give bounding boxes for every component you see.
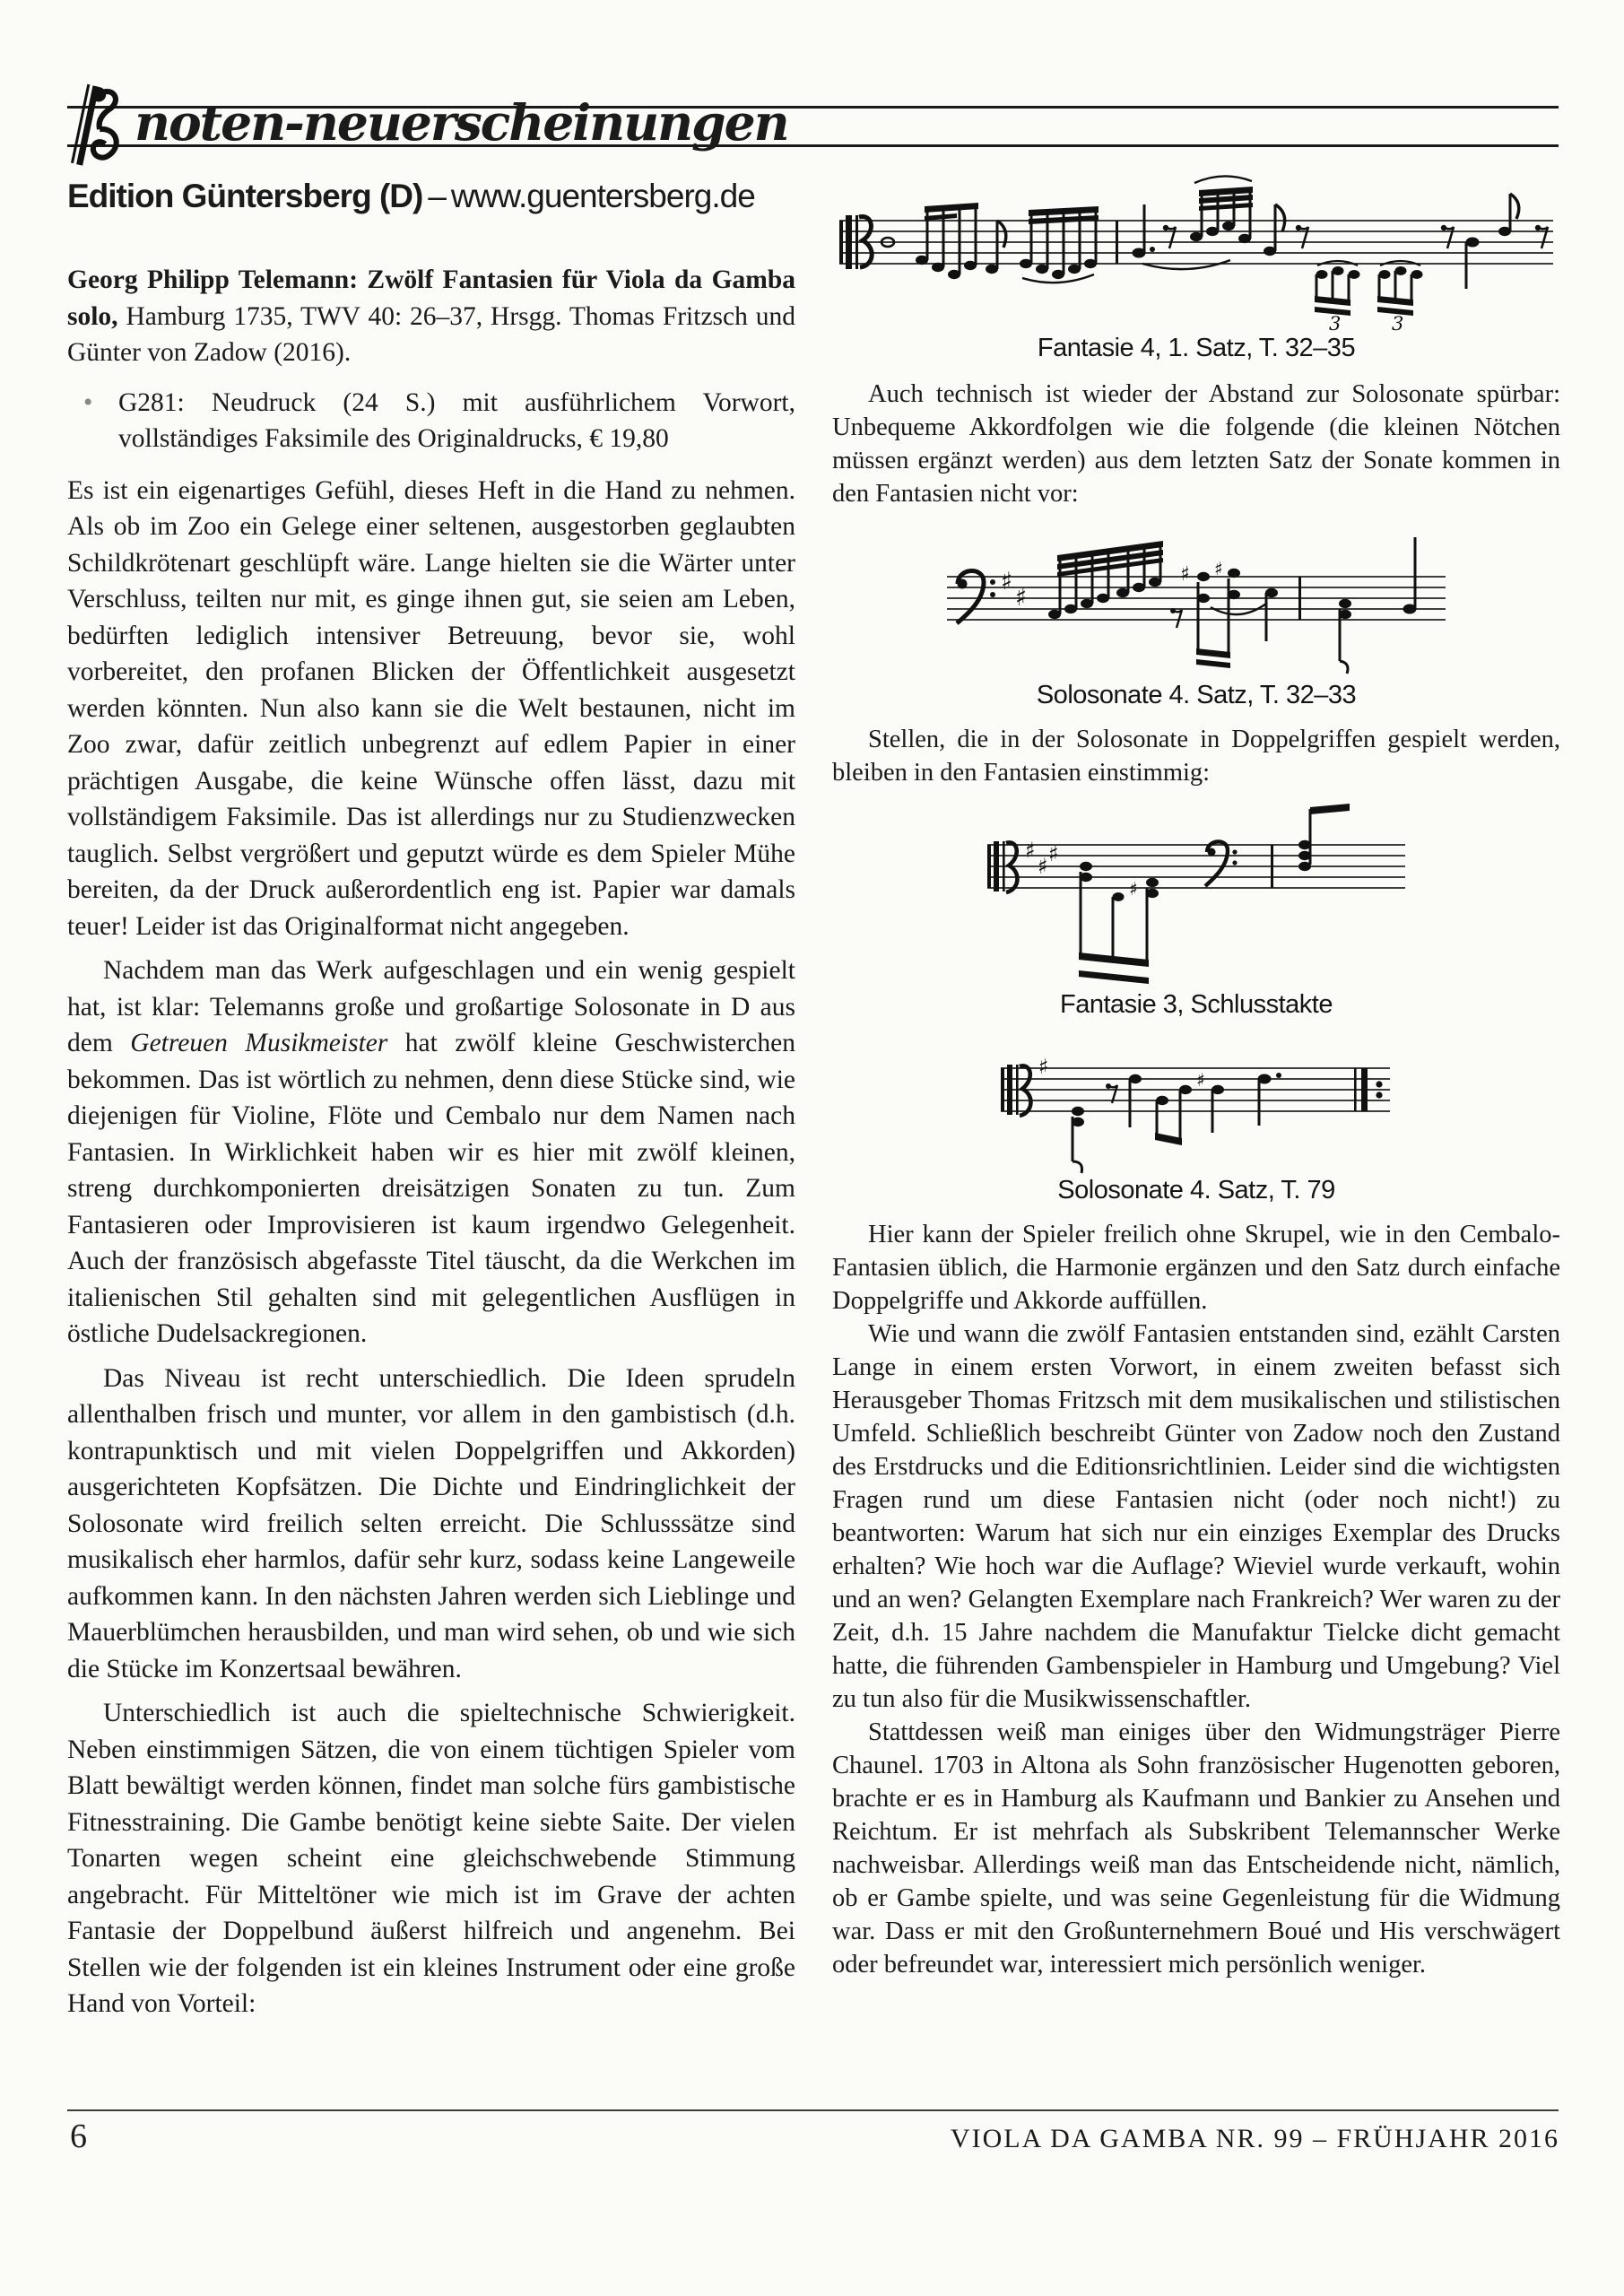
music-example-fantasie4-image <box>838 169 1555 332</box>
low-chord-flagged <box>1072 1107 1084 1173</box>
edition-note: G281: Neudruck (24 S.) mit ausführlichem Vorwort, vollständiges Faksimile des Originaldrucks, € 19,80 <box>118 387 795 453</box>
edition-bullet-item <box>67 385 795 457</box>
paragraph-left-3: Das Niveau ist recht unterschiedlich. Die Ideen sprudeln allenthalben frisch und munter, vor allem in den gambistisch (d.h. kontrapunktisch und mit vielen Doppelgriffen und Akkorden) ausgerichteten Kopfsätzen. Die Dichte und Eindringlichkeit der Solosonate wird freilich selten erreicht. Die Schlusssätze sind musikalisch eher harmlos, dafür sehr kurz, sodass keine Langeweile aufkommen kann. In den nächsten Jahren werden sich Lieblinge und Mauerblümchen herausbilden, und man wird sehen, ob und wie sich die Stücke im Konzertsaal bewähren. <box>67 1363 795 1683</box>
tie <box>1142 260 1230 269</box>
music-example-solosonate-79-image <box>999 1031 1394 1174</box>
triplet-group-1 <box>1315 261 1360 332</box>
beamed-pair <box>1155 1085 1192 1145</box>
quarter-note <box>1211 1085 1224 1133</box>
eighth-rest-icon <box>1535 225 1548 248</box>
work-title-rest: Hamburg 1735, TWV 40: 26–37, Hrsgg. Thomas Fritzsch und Günter von Zadow (2016). <box>67 301 795 367</box>
paragraph-left-2-a: Nachdem man das Werk aufgeschlagen und ein wenig gespielt hat, ist klar: Telemanns große und großartige Solosonate in D aus dem <box>67 956 795 1057</box>
figure-fantasie3 <box>832 802 1560 1020</box>
right-column <box>832 169 1560 2099</box>
slur <box>1194 176 1252 183</box>
note-group-2 <box>1020 206 1099 283</box>
triplet-group-2 <box>1377 261 1423 332</box>
journal-reference: VIOLA DA GAMBA NR. 99 – FRÜHJAHR 2016 <box>950 2124 1559 2153</box>
section-title: noten-neuerscheinungen <box>135 93 788 152</box>
tuplet-number: 3 <box>1392 313 1404 332</box>
work-reference-italic: Getreuen Musikmeister <box>130 1029 388 1057</box>
publisher-heading <box>67 178 755 215</box>
music-example-fantasie3-image <box>986 802 1407 988</box>
staff-lines <box>1001 1068 1390 1111</box>
eighth-rest-icon <box>1163 225 1176 248</box>
paragraph-left-1: Es ist ein eigenartiges Gefühl, dieses Heft in die Hand zu nehmen. Als ob im Zoo ein Gelege einer seltenen, ausgestorben geglaubten Schildkrötenart geschlüpft wäre. Lange hielten sie die Wärter unter Verschluss, teilten nur mit, es ginge ihnen gut, sie seien am Leben, bedürften lediglich intensiver Betreuung, bevor sie, wohl vorbereitet, den profanen Blicken der Öffentlichkeit ausgesetzt werden könnten. Nun also kann sie die Welt bestaunen, nicht im Zoo zwar, dafür zeitlich unbegrenzt auf edlem Papier in einer prächtigen Ausgabe, die keine Wünsche offen lässt, dazu mit vollständigem Faksimile. Das ist allerdings nur zu Studienzwecken tauglich. Selbst vergrößert und geputzt würde es dem Spieler Mühe bereiten, da der Druck außerordentlich eng ist. Papier war damals teuer! Leider ist das Originalformat nicht angegeben. <box>67 475 795 941</box>
ornament-logo-icon <box>66 79 126 170</box>
quarter-note <box>1265 588 1278 641</box>
music-example-solosonate-32-33-image <box>945 525 1447 679</box>
barline <box>1298 577 1301 620</box>
sharp-icon: ♯ <box>1001 568 1013 596</box>
bass-clef-icon <box>1205 841 1238 886</box>
key-signature <box>1001 568 1027 612</box>
note-group-1 <box>916 203 978 279</box>
sharp-icon: ♯ <box>1048 841 1059 866</box>
note-group-3 <box>1190 176 1253 243</box>
paragraph-right-5: Stattdessen weiß man einiges über den Widmungsträger Pierre Chaunel. 1703 in Altona als Sohn französischer Hugenotten geboren, brachte er es in Hamburg als Kaufmann und Bankier zu Ansehen und Reichtum. Er ist mehrfach als Subskribent Telemannscher Werke nachweisbar. Allerdings weiß man das Entscheidende nicht, nämlich, ob er Gambe spielte, und was seine Gegenleistung für die Widmung war. Dass er mit den Großunternehmern Boué und His verschwägert oder befreundet war, interessiert mich persönlich weniger. <box>832 1718 1560 1979</box>
bullet-icon: • <box>83 387 93 417</box>
eighth-rest-icon <box>1170 608 1182 628</box>
bass-clef-icon <box>957 570 995 623</box>
publisher-url: www.guentersberg.de <box>450 178 755 214</box>
sharp-icon: ♯ <box>1038 1056 1049 1079</box>
sharp-icon: ♯ <box>1180 563 1190 586</box>
sharp-icon: ♯ <box>1025 838 1036 863</box>
figure-solosonate-32-33 <box>832 525 1560 710</box>
page-number: 6 <box>70 2118 87 2155</box>
paragraph-left-2 <box>67 952 795 1352</box>
chord-group <box>1180 558 1266 668</box>
eighth-note-flagged <box>986 221 1006 274</box>
ascending-run <box>1048 541 1163 619</box>
barline <box>1116 221 1118 264</box>
eighth-rest-icon <box>1296 225 1308 248</box>
sharp-icon: ♯ <box>1015 584 1028 612</box>
eighth-note-flagged <box>1498 194 1519 236</box>
work-title <box>67 262 795 371</box>
figure-fantasie4 <box>832 169 1560 363</box>
eighth-rest-icon <box>1441 225 1454 248</box>
sharp-icon: ♯ <box>1196 1069 1205 1091</box>
dotted-note <box>1258 1073 1282 1126</box>
figure-caption: Solosonate 4. Satz, T. 32–33 <box>1036 681 1357 709</box>
paragraph-right-1: Auch technisch ist wieder der Abstand zur Solosonate spürbar: Unbequeme Akkordfolgen wie die folgende (die kleinen Nötchen müssen ergänzt werden) aus dem letzten Satz der Sonate kommen in den Fantasien nicht vor: <box>832 380 1560 508</box>
barline <box>1271 845 1273 888</box>
dotted-quarter-note <box>1133 204 1231 269</box>
work-title-bold: Georg Philipp Telemann: Zwölf Fantasien für Viola da Gamba solo, <box>67 265 795 331</box>
system-barline <box>1001 1068 1004 1111</box>
paragraph-right-2: Stellen, die in der Solosonate in Doppelgriffen gespielt werden, bleiben in den Fantasien einstimmig: <box>832 726 1560 787</box>
publisher-name: Edition Güntersberg (D) <box>67 178 423 214</box>
figure-caption: Solosonate 4. Satz, T. 79 <box>1057 1176 1335 1205</box>
figure-caption: Fantasie 4, 1. Satz, T. 32–35 <box>1037 334 1356 362</box>
left-column <box>67 262 795 2099</box>
sharp-icon: ♯ <box>1214 558 1223 579</box>
figure-solosonate-79 <box>832 1031 1560 1205</box>
system-barline <box>987 845 991 888</box>
tuplet-number: 3 <box>1329 313 1342 332</box>
final-chord <box>1339 537 1417 674</box>
paragraph-right-4: Wie und wann die zwölf Fantasien entstanden sind, ezählt Carsten Lange in einem ersten Vorwort, in einem zweiten befasst sich Herausgeber Thomas Fritzsch mit dem musikalischen und stilistischen Umfeld. Schließlich beschreibt Günter von Zadow noch den Zustand des Erstdrucks und die Editionsrichtlinien. Leider sind die wichtigsten Fragen rund um diese Fantasien nicht (oder noch nicht!) zu beantworten: Warum hat sich nur ein einziges Exemplar des Drucks erhalten? Wie hoch war die Auflage? Wieviel wurde verkauft, wohin und an wen? Gelangten Exemplare nach Frankreich? Wer waren zu der Zeit, d.h. 15 Jahre nachdem die Manufaktur Tielcke dicht gemacht hatte, die führenden Gambenspieler in Hamburg und Umgebung? Viel zu tun also für die Musikwissenschaftler. <box>832 1320 1560 1713</box>
sharp-icon: ♯ <box>1038 854 1048 879</box>
publisher-dash: – <box>428 178 446 214</box>
paragraph-left-2-b: hat zwölf kleine Geschwisterchen bekommen. Das ist wörtlich zu nehmen, denn diese Stücke sind, wie diejenigen für Violine, Flöte und Cembalo nur dem Namen nach Fantasien. In Wirklichkeit haben wir es hier mit zwölf kleinen, streng durchkomponierten dreisätzigen Sonaten zu tun. Zum Fantasieren oder Improvisieren ist kaum irgendwo Gelegenheit. Auch der französisch abgefasste Titel täuscht, da die Werkchen im italienischen Stil gehalten sind mit gelegentlichen Ausflügen in östliche Dudelsackregionen. <box>67 1029 795 1348</box>
key-signature <box>1025 838 1059 879</box>
paragraph-left-4: Unterschiedlich ist auch die spieltechnische Schwierigkeit. Neben einstimmigen Sätzen, die von einem tüchtigen Spieler vom Blatt bewältigt werden können, findet man solche fürs gambistische Fitnesstraining. Die Gambe benötigt keine siebte Saite. Der vielen Tonarten wegen scheint eine gleichschwebende Stimmung angebracht. Für Mitteltöner wie mich ist im Grave der achten Fantasie der Doppelbund äußerst hilfreich und angenehm. Bei Stellen wie der folgenden ist ein kleines Instrument oder eine große Hand von Vorteil: <box>67 1699 795 2018</box>
paragraph-right-3: Hier kann der Spieler freilich ohne Skrupel, wie in den Cembalo-Fantasien üblich, die Harmonie ergänzen und den Satz durch einfache Doppelgriffe und Akkorde auffüllen. <box>832 1221 1560 1315</box>
footer-rule <box>67 2109 1559 2111</box>
beamed-chords <box>1079 862 1159 984</box>
figure-caption: Fantasie 3, Schlusstakte <box>1060 990 1333 1019</box>
sharp-icon: ♯ <box>1129 878 1138 900</box>
system-barline <box>839 221 843 264</box>
final-chord <box>1298 804 1350 871</box>
eighth-note-flagged <box>1264 204 1285 256</box>
